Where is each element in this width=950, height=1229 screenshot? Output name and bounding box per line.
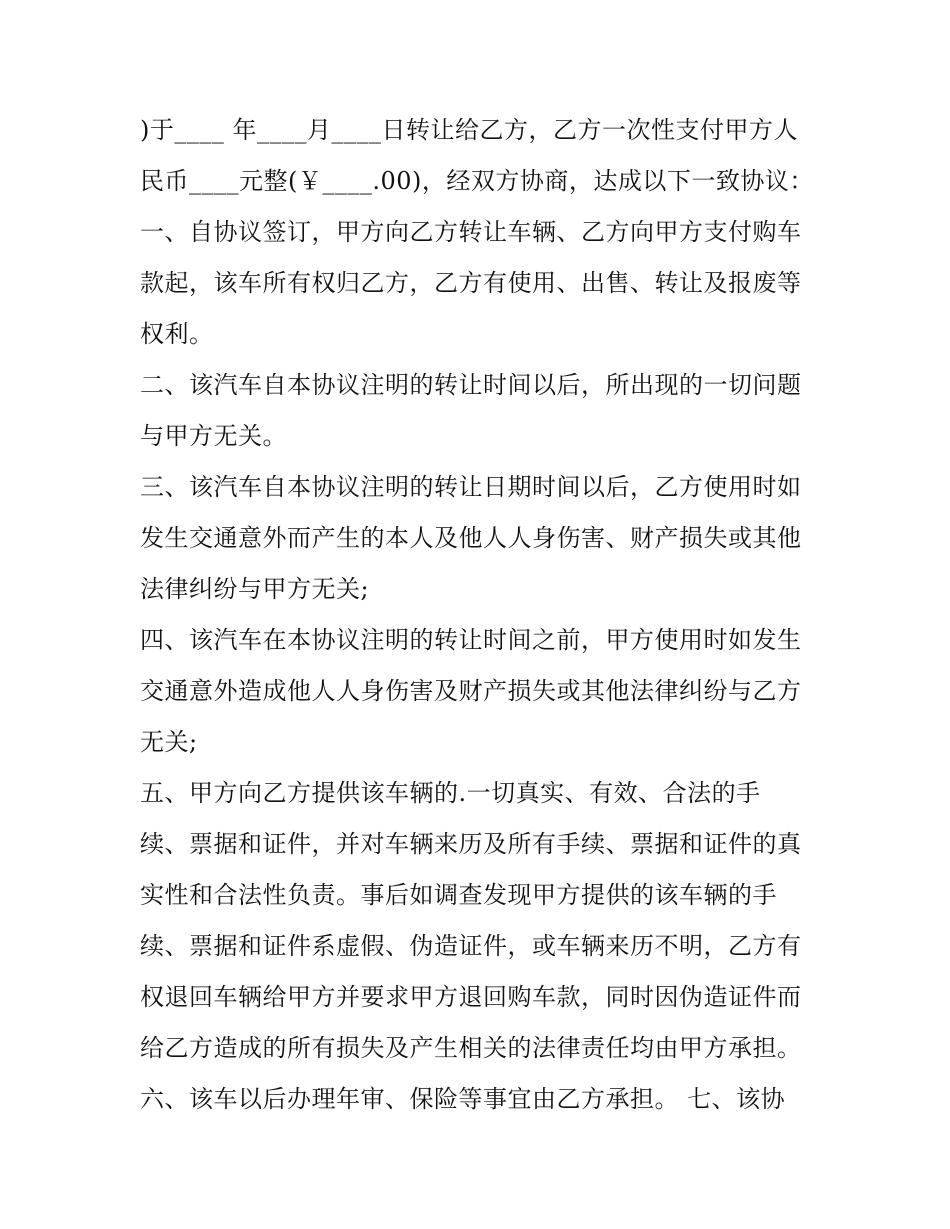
- text-line: 续、票据和证件，并对车辆来历及所有手续、票据和证件的真: [140, 830, 802, 858]
- text-line: 交通意外造成他人人身伤害及财产损失或其他法律纠纷与乙方: [140, 677, 802, 705]
- text-line: 六、该车以后办理年审、保险等事宜由乙方承担。 七、该协: [140, 1085, 786, 1113]
- text-line: 发生交通意外而产生的本人及他人人身伤害、财产损失或其他: [140, 524, 802, 552]
- text-line: 民币____元整(￥____.00)，经双方协商，达成以下一致协议：: [140, 167, 814, 195]
- text-line: 给乙方造成的所有损失及产生相关的法律责任均由甲方承担。: [140, 1034, 802, 1062]
- text-line: 权利。: [140, 320, 214, 348]
- text-line: 四、该汽车在本协议注明的转让时间之前，甲方使用时如发生: [140, 626, 802, 654]
- text-line: 续、票据和证件系虚假、伪造证件，或车辆来历不明，乙方有: [140, 932, 802, 960]
- text-line: 无关;: [140, 728, 198, 756]
- text-line: )于____ 年____月____日转让给乙方，乙方一次性支付甲方人: [140, 116, 798, 144]
- text-line: 五、甲方向乙方提供该车辆的.一切真实、有效、合法的手: [140, 779, 761, 807]
- text-line: 一、自协议签订，甲方向乙方转让车辆、乙方向甲方支付购车: [140, 218, 802, 246]
- text-line: 与甲方无关。: [140, 422, 287, 450]
- text-line: 二、该汽车自本协议注明的转让时间以后，所出现的一切问题: [140, 371, 802, 399]
- text-line: 三、该汽车自本协议注明的转让日期时间以后，乙方使用时如: [140, 473, 802, 501]
- text-line: 实性和合法性负责。事后如调查发现甲方提供的该车辆的手: [140, 881, 777, 909]
- agreement-body: [140, 105, 830, 1125]
- text-line: 法律纠纷与甲方无关;: [140, 575, 370, 603]
- text-line: 权退回车辆给甲方并要求甲方退回购车款，同时因伪造证件而: [140, 983, 802, 1011]
- text-line: 款起，该车所有权归乙方，乙方有使用、出售、转让及报废等: [140, 269, 802, 297]
